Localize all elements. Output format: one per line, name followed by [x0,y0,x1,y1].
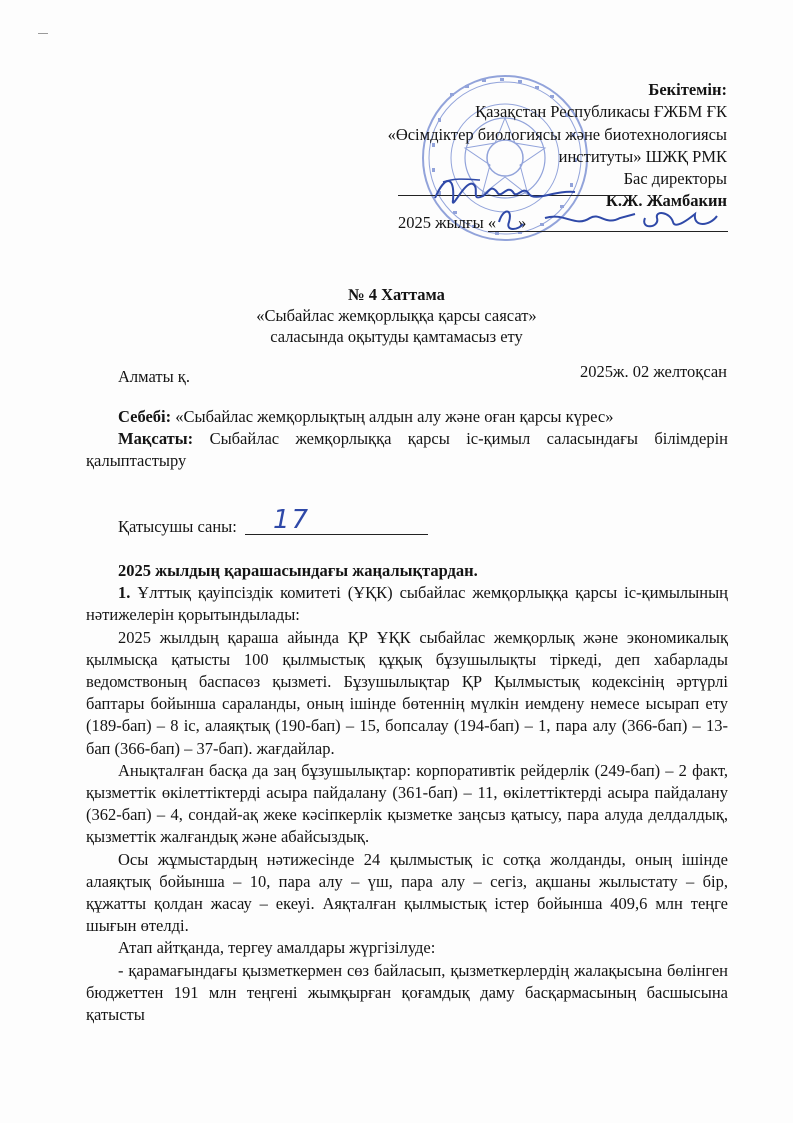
approval-heading: Бекітемін: [648,80,727,99]
participants-label: Қатысушы саны: [118,517,237,536]
approval-signatory: К.Ж. Жамбакин [605,191,727,211]
content-block [86,560,728,1026]
goal-label: Мақсаты: [118,429,194,449]
paragraph-3: Осы жұмыстардың нәтижесінде 24 қылмыстық іс сотқа жолданды, оның ішінде алаяқтық бойынша – 10, пара алу – үш, пара алу – сегіз, ақшаны жылыстату – бір, құжатты қолдан жасау – екеуі. Аяқталған қылмыстық істер бойынша 409,6 млн теңге шығын өтелді. [86,849,728,936]
paragraph-5: - қарамағындағы қызметкермен сөз байласып, қызметкерлердің жалақысына бөлінген бюджеттен 191 млн теңгені жымқырған қоғамдық даму басқармасының басшысына қатысты [86,960,728,1025]
item-1 [86,582,728,626]
protocol-subtitle-2: саласында оқытуды қамтамасыз ету [270,327,523,346]
approval-line-3: институты» ШЖҚ РМК [558,146,727,166]
city: Алматы қ. [118,367,190,386]
approval-date-mid: » [518,213,527,232]
approval-position: Бас директоры [623,169,727,189]
content-heading: 2025 жылдың қарашасындағы жаңалықтардан. [118,561,478,580]
protocol-number: № 4 Хаттама [348,285,445,304]
approval-date-prefix: 2025 жылғы « [398,213,497,232]
participants [118,505,428,537]
approval-line-2: «Өсімдіктер биологиясы және биотехнологиясы [387,124,727,144]
document-title [0,284,793,347]
protocol-subtitle-1: «Сыбайлас жемқорлыққа қарсы саясат» [256,306,537,325]
item-1-number: 1. [118,583,131,603]
protocol-date: 2025ж. 02 желтоқсан [580,362,727,381]
reason [86,406,728,428]
participants-value: 17 [272,505,311,535]
reason-label: Себебі: [118,407,172,426]
goal-text: Сыбайлас жемқорлыққа қарсы іс-қимыл саласындағы білімдерін қалыптастыру [86,429,728,471]
handwritten-date [495,200,730,240]
paragraph-1: 2025 жылдың қараша айында ҚР ҰҚК сыбайлас жемқорлық және экономикалық қылмысқа қатысты 100 қылмыстық құқық бұзушылықты тіркеді, деп хабарлады ведомствоның баспасөз қызметі. Бұзушылықтар ҚР Қылмыстық кодексінің әртүрлі баптары бойынша сараланды, оның ішінде бөтеннің мүлкін иемдену немесе ысырап ету (189-бап) – 8 іс, алаяқтық (190-бап) – 15, бопсалау (194-бап) – 1, пара алу (366-бап) – 13-бап (366-бап) – 37-бап). жағдайлар. [86,627,728,758]
item-1-text: Ұлттық қауіпсіздік комитеті (ҰҚК) сыбайлас жемқорлыққа қарсы іс-қимылының нәтижелерін қорытындылады: [86,583,728,625]
approval-line-1: Қазақстан Республикасы ҒЖБМ ҒК [475,102,727,122]
reason-text: «Сыбайлас жемқорлықтың алдын алу және оған қарсы күрес» [171,407,614,426]
meta-block [86,406,728,473]
paragraph-4: Атап айтқанда, тергеу амалдары жүргізілуде: [118,938,436,958]
paragraph-2: Анықталған басқа да заң бұзушылықтар: корпоративтік рейдерлік (249-бап) – 2 факт, қызметтік өкілеттіктерді асыра пайдалану (361-бап) – 11, өкілеттіктерді асыра пайдалану (362-бап) – 4, сондай-ақ жеке кәсіпкерлік қызметке заңсыз қатысу, пара алуда делдалдық, қызметтік жалғандық және абайсыздық. [86,760,728,847]
goal [86,428,728,472]
participants-field [245,505,428,535]
scan-mark [38,33,48,34]
